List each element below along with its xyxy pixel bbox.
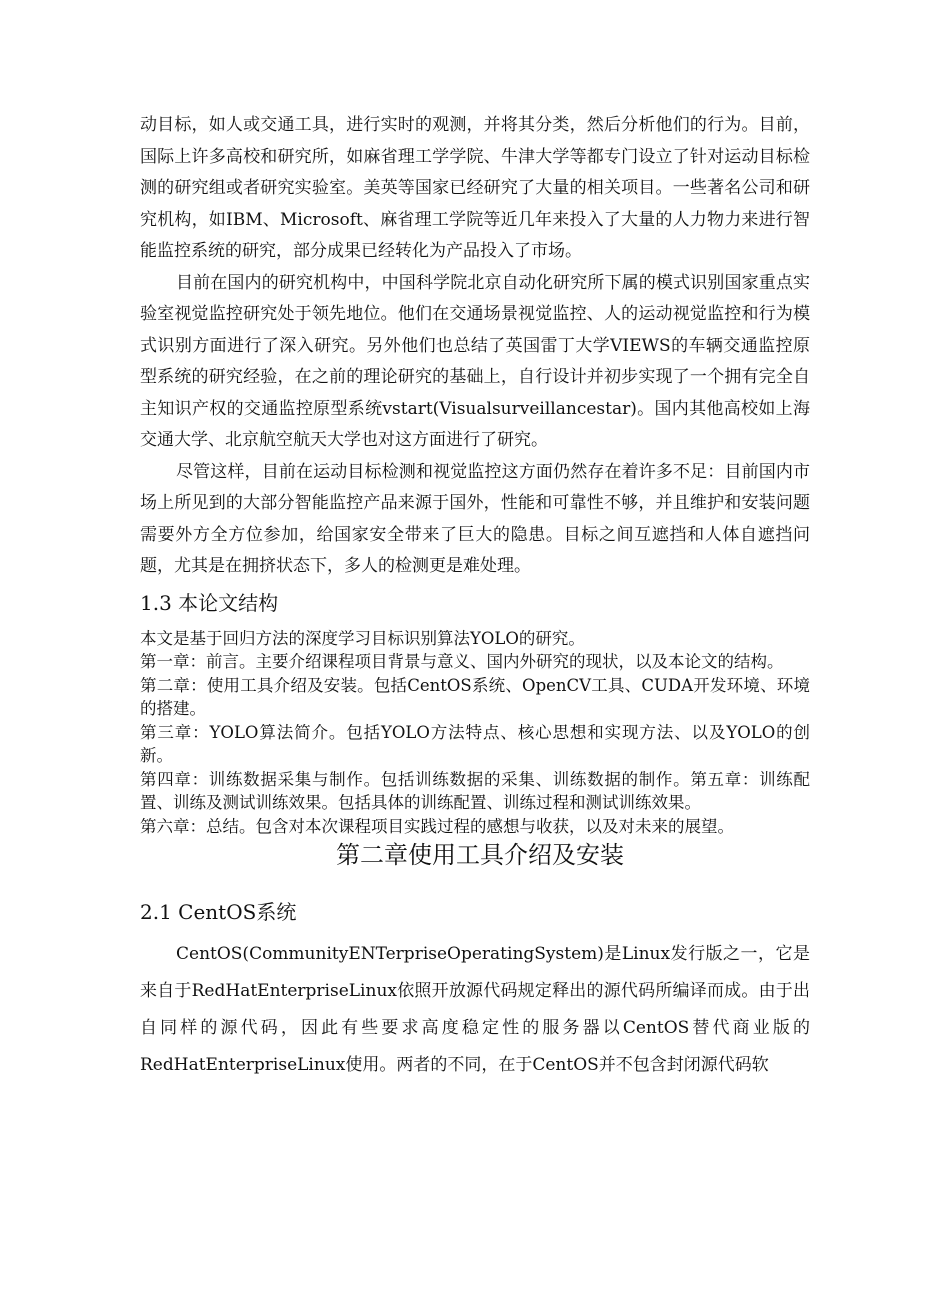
outline-line: 第二章：使用工具介绍及安装。包括CentOS系统、OpenCV工具、CUDA开发环境、环境的搭建。 — [140, 675, 810, 718]
outline-line: 本文是基于回归方法的深度学习目标识别算法YOLO的研究。 — [140, 628, 585, 648]
outline-line: 第四章：训练数据采集与制作。包括训练数据的采集、训练数据的制作。第五章：训练配置、训练及测试训练效果。包括具体的训练配置、训练过程和测试训练效果。 — [140, 769, 810, 812]
section-heading-1-3: 1.3 本论文结构 — [140, 590, 279, 615]
body-paragraph: 动目标，如人或交通工具，进行实时的观测，并将其分类，然后分析他们的行为。目前，国际上许多高校和研究所，如麻省理工学学院、牛津大学等都专门设立了针对运动目标检测的研究组或者研究实验室。美英等国家已经研究了大量的相关项目。一些著名公司和研究机构，如IBM、Microsoft、麻省理工学院等近几年来投入了大量的人力物力来进行智能监控系统的研究，部分成果已经转化为产品投入了市场。 — [140, 115, 810, 261]
outline-line: 第六章：总结。包含对本次课程项目实践过程的感想与收获，以及对未来的展望。 — [140, 816, 734, 836]
outline-line: 第三章：YOLO算法简介。包括YOLO方法特点、核心思想和实现方法、以及YOLO的创新。 — [140, 722, 810, 765]
body-paragraph: 目前在国内的研究机构中，中国科学院北京自动化研究所下属的模式识别国家重点实验室视觉监控研究处于领先地位。他们在交通场景视觉监控、人的运动视觉监控和行为模式识别方面进行了深入研究。另外他们也总结了英国雷丁大学VIEWS的车辆交通监控原型系统的研究经验，在之前的理论研究的基础上，自行设计并初步实现了一个拥有完全自主知识产权的交通监控原型系统vstart(Visualsurveillancestar)。国内其他高校如上海交通大学、北京航空航天大学也对这方面进行了研究。 — [140, 272, 810, 450]
chapter-title: 第二章使用工具介绍及安装 — [336, 841, 624, 869]
document-page — [140, 110, 810, 1084]
section-heading-2-1: 2.1 CentOS系统 — [140, 900, 297, 924]
outline-line: 第一章：前言。主要介绍课程项目背景与意义、国内外研究的现状，以及本论文的结构。 — [140, 652, 784, 671]
body-paragraph: 尽管这样，目前在运动目标检测和视觉监控这方面仍然存在着许多不足：目前国内市场上所见到的大部分智能监控产品来源于国外，性能和可靠性不够，并且维护和安装问题需要外方全方位参加，给国家安全带来了巨大的隐患。目标之间互遮挡和人体自遮挡问题，尤其是在拥挤状态下，多人的检测更是难处理。 — [140, 461, 810, 576]
body-paragraph: CentOS(CommunityENTerpriseOperatingSystem)是Linux发行版之一，它是来自于RedHatEnterpriseLinux依照开放源代码规定释出的源代码所编译而成。由于出自同样的源代码，因此有些要求高度稳定性的服务器以CentOS替代商业版的RedHatEnterpriseLinux使用。两者的不同，在于CentOS并不包含封闭源代码软 — [140, 944, 810, 1075]
chapter-outline-list — [140, 627, 810, 839]
